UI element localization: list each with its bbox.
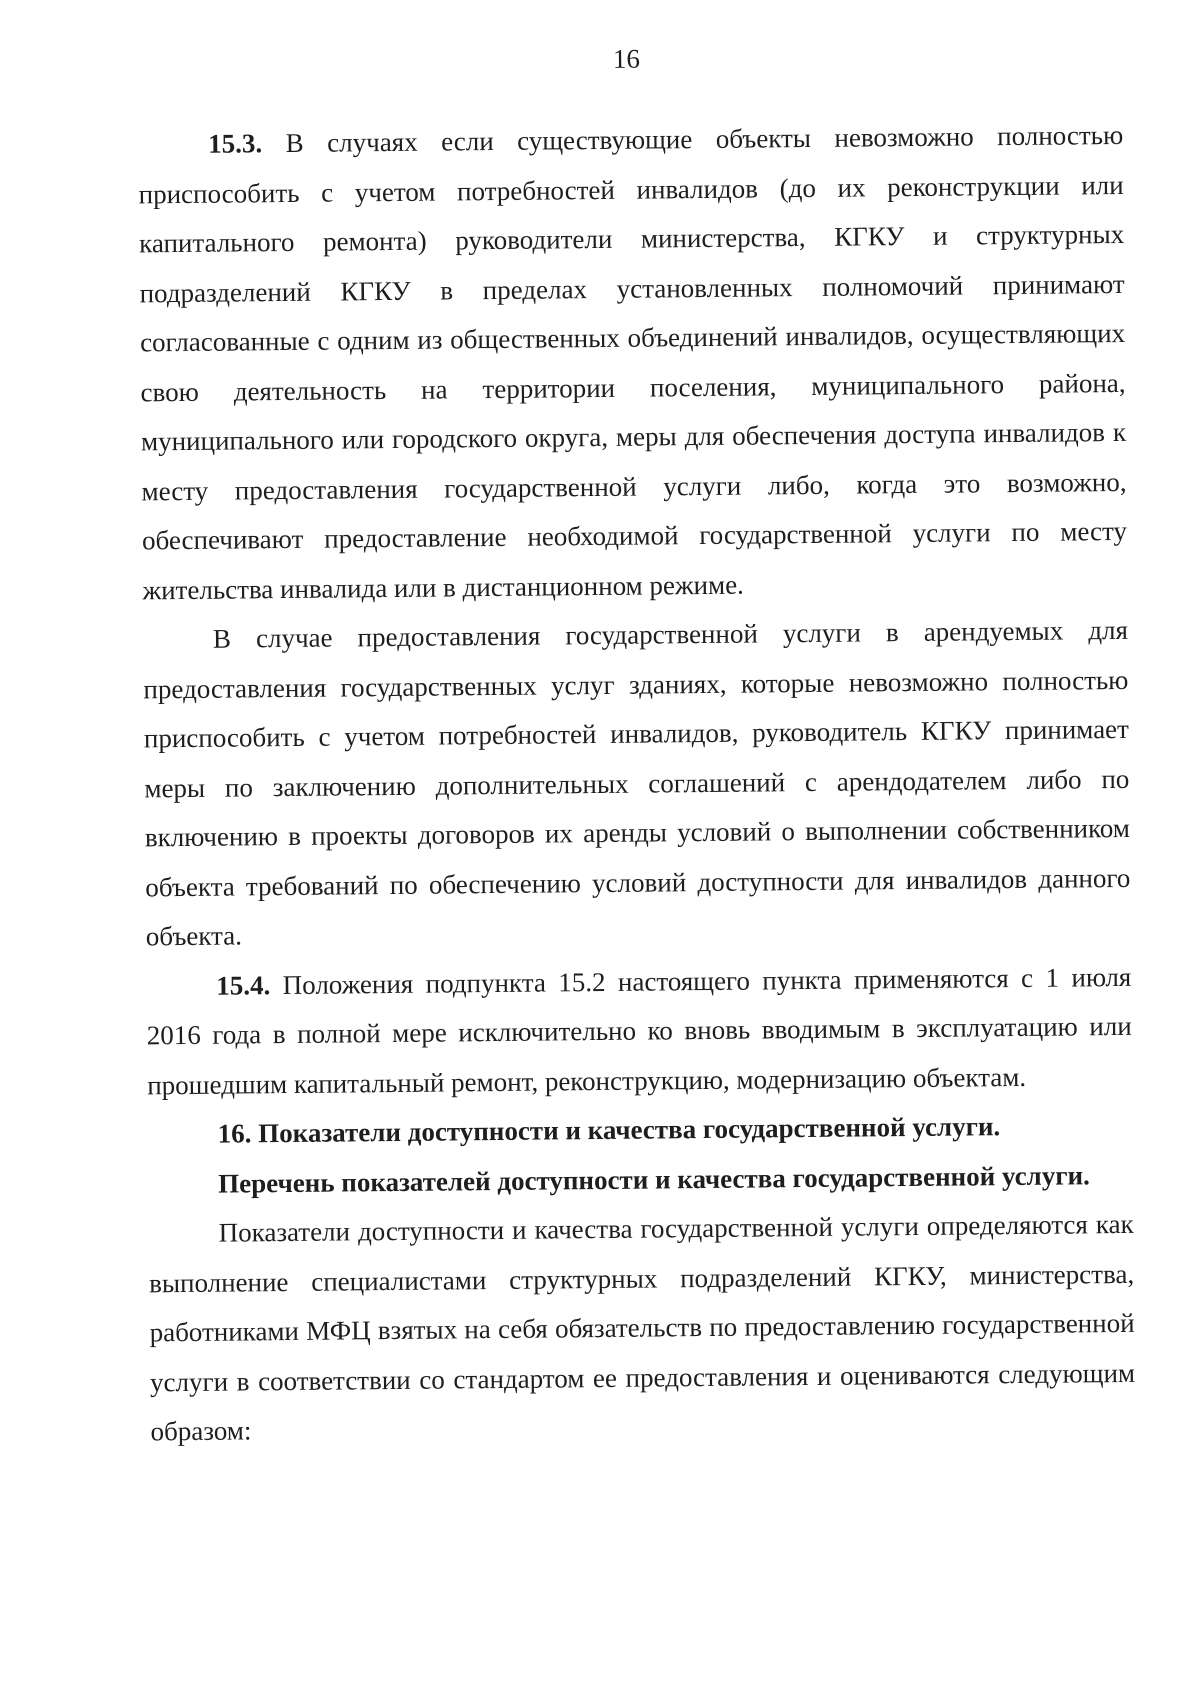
page-number: 16 [612,43,641,74]
paragraph-15-3-rental: В случае предоставления государственной услуги в арендуемых для предоставления государственных услуг зданиях, которые невозможно полностью приспособить с учетом потребностей инвалидов, руководитель КГКУ принимает меры по заключению дополнительных соглашений с арендодателем либо по включению в проекты договоров их аренды условий о выполнении собственником объекта требований по обеспечению условий доступности для инвалидов данного объекта. [143,614,1131,952]
section-heading-16: 16. Показатели доступности и качества государственной услуги. [217,1111,1001,1149]
paragraph-number: 15.3. [208,128,263,159]
paragraph-text: В случаях если существующие объекты невозможно полностью приспособить с учетом потребностей инвалидов (до их реконструкции или капитального ремонта) руководители министерства, КГКУ и структурных подразделений КГКУ в пределах установленных полномочий принимают согласованные с одним из общественных объединений инвалидов, осуществляющих свою деятельность на территории поселения, муниципального района, муниципального или городского округа, меры для обеспечения доступа инвалидов к месту предоставления государственной услуги либо, когда это возможно, обеспечивают предоставление необходимой государственной услуги по месту жительства инвалида или в дистанционном режиме. [138,119,1128,605]
paragraph-16-indicators: Показатели доступности и качества государственной услуги определяются как выполнение специалистами структурных подразделений КГКУ, министерства, работниками МФЦ взятых на себя обязательств по предоставлению государственной услуги в соответствии со стандартом ее предоставления и оцениваются следующим образом: [148,1208,1136,1447]
paragraph-text: Положения подпункта 15.2 настоящего пункта применяются с 1 июля 2016 года в полной мере исключительно ко вновь вводимым в эксплуатацию или прошедшим капитальный ремонт, реконструкцию, модернизацию объектам. [146,961,1132,1100]
document-body [138,111,1136,1457]
subsection-heading-indicators-list: Перечень показателей доступности и качества государственной услуги. [218,1159,1090,1199]
paragraph-number: 15.4. [216,969,271,1001]
paragraph-15-3 [138,111,1128,615]
paragraph-15-4 [146,952,1132,1110]
